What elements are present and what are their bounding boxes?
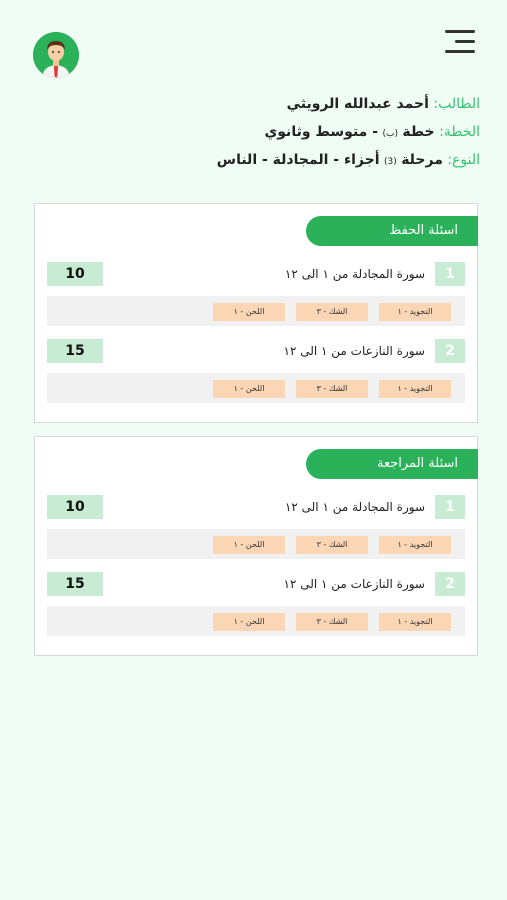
section-title: اسئلة الحفظ xyxy=(306,216,478,246)
question-number: 1 xyxy=(435,495,465,519)
question-number: 2 xyxy=(435,339,465,363)
plan-value-b: - متوسط وثانوي xyxy=(264,124,379,140)
question-row[interactable] xyxy=(47,495,465,521)
menu-line xyxy=(455,40,475,43)
mistakes-bar xyxy=(47,373,465,403)
memorization-card xyxy=(34,203,478,423)
tag-tajweed: التجويد - ١ xyxy=(379,380,451,398)
student-name-line xyxy=(180,90,480,118)
question-number: 2 xyxy=(435,572,465,596)
question-label: سورة المجادلة من ١ الى ١٢ xyxy=(284,267,425,281)
plan-value-a: خطة xyxy=(402,124,435,140)
question-score: 10 xyxy=(47,495,103,519)
type-value-b: أجزاء - المجادلة - الناس xyxy=(216,152,380,168)
question-row[interactable] xyxy=(47,572,465,598)
review-card xyxy=(34,436,478,656)
tag-doubt: الشك - ٣ xyxy=(296,303,368,321)
tag-lahn: اللحن - ١ xyxy=(213,303,285,321)
question-label: سورة المجادلة من ١ الى ١٢ xyxy=(284,500,425,514)
question-row[interactable] xyxy=(47,262,465,288)
student-name-key: الطالب: xyxy=(433,96,480,112)
question-score: 15 xyxy=(47,572,103,596)
tag-tajweed: التجويد - ١ xyxy=(379,303,451,321)
type-value-small: (3) xyxy=(383,157,397,167)
question-label: سورة النازعات من ١ الى ١٢ xyxy=(283,577,425,591)
question-score: 15 xyxy=(47,339,103,363)
menu-icon[interactable] xyxy=(443,30,475,54)
mistakes-bar xyxy=(47,529,465,559)
question-row[interactable] xyxy=(47,339,465,365)
tag-doubt: الشك - ٣ xyxy=(296,380,368,398)
plan-key: الخطة: xyxy=(439,124,480,140)
tag-doubt: الشك - ٣ xyxy=(296,613,368,631)
tag-lahn: اللحن - ١ xyxy=(213,536,285,554)
type-line xyxy=(180,146,480,174)
plan-line xyxy=(180,118,480,146)
student-info xyxy=(180,90,480,174)
type-key: النوع: xyxy=(447,152,480,168)
user-avatar-icon[interactable] xyxy=(33,32,79,78)
type-value-a: مرحلة xyxy=(401,152,443,168)
section-title: اسئلة المراجعة xyxy=(306,449,478,479)
tag-lahn: اللحن - ١ xyxy=(213,613,285,631)
mistakes-bar xyxy=(47,606,465,636)
question-score: 10 xyxy=(47,262,103,286)
tag-tajweed: التجويد - ١ xyxy=(379,536,451,554)
menu-line xyxy=(445,50,475,53)
question-label: سورة النازعات من ١ الى ١٢ xyxy=(283,344,425,358)
mistakes-bar xyxy=(47,296,465,326)
student-name-value: أحمد عبدالله الرويثي xyxy=(286,96,429,112)
plan-value-small: (ب) xyxy=(382,129,398,139)
tag-tajweed: التجويد - ١ xyxy=(379,613,451,631)
question-number: 1 xyxy=(435,262,465,286)
tag-lahn: اللحن - ١ xyxy=(213,380,285,398)
menu-line xyxy=(445,30,475,33)
tag-doubt: الشك - ٣ xyxy=(296,536,368,554)
